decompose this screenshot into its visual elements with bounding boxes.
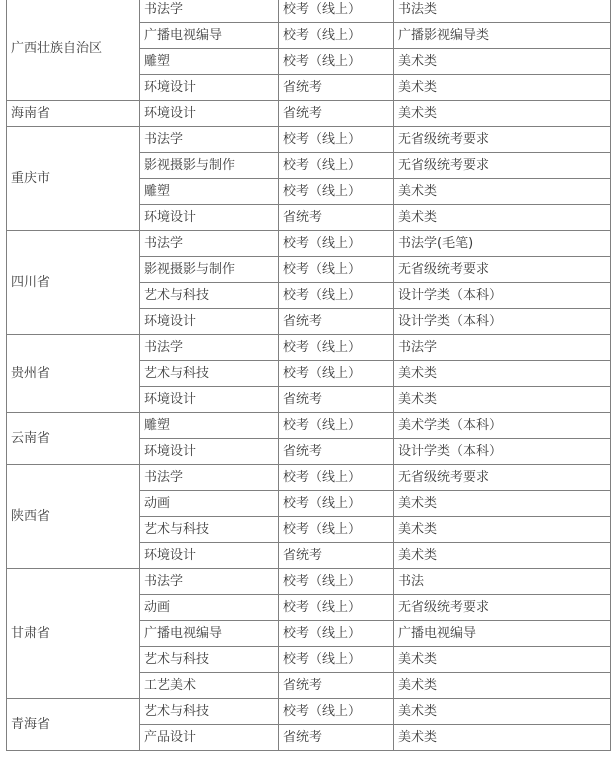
exam-type-cell: 省统考	[279, 75, 394, 101]
province-cell: 甘肃省	[7, 569, 140, 699]
major-cell: 环境设计	[140, 101, 279, 127]
table-row	[7, 413, 611, 439]
province-cell: 贵州省	[7, 335, 140, 413]
major-cell: 环境设计	[140, 309, 279, 335]
exam-type-cell: 省统考	[279, 725, 394, 751]
category-cell: 美术类	[394, 49, 611, 75]
category-cell: 设计学类（本科）	[394, 283, 611, 309]
exam-type-cell: 校考（线上）	[279, 647, 394, 673]
province-cell: 云南省	[7, 413, 140, 465]
major-cell: 艺术与科技	[140, 647, 279, 673]
exam-type-cell: 校考（线上）	[279, 413, 394, 439]
category-cell: 美术学类（本科）	[394, 413, 611, 439]
exam-type-cell: 省统考	[279, 309, 394, 335]
table-row	[7, 699, 611, 725]
category-cell: 美术类	[394, 75, 611, 101]
category-cell: 美术类	[394, 491, 611, 517]
exam-type-cell: 校考（线上）	[279, 179, 394, 205]
major-cell: 动画	[140, 491, 279, 517]
exam-type-cell: 省统考	[279, 543, 394, 569]
exam-type-cell: 校考（线上）	[279, 569, 394, 595]
category-cell: 美术类	[394, 101, 611, 127]
province-cell: 海南省	[7, 101, 140, 127]
exam-type-cell: 校考（线上）	[279, 465, 394, 491]
category-cell: 美术类	[394, 647, 611, 673]
table-row	[7, 127, 611, 153]
major-cell: 雕塑	[140, 49, 279, 75]
category-cell: 美术类	[394, 517, 611, 543]
major-cell: 影视摄影与制作	[140, 153, 279, 179]
category-cell: 广播电视编导	[394, 621, 611, 647]
exam-type-cell: 校考（线上）	[279, 231, 394, 257]
province-cell: 重庆市	[7, 127, 140, 231]
major-cell: 环境设计	[140, 205, 279, 231]
exam-type-cell: 校考（线上）	[279, 257, 394, 283]
major-cell: 书法学	[140, 465, 279, 491]
category-cell: 无省级统考要求	[394, 465, 611, 491]
major-cell: 艺术与科技	[140, 361, 279, 387]
exam-type-cell: 校考（线上）	[279, 517, 394, 543]
category-cell: 书法学(毛笔)	[394, 231, 611, 257]
major-cell: 艺术与科技	[140, 283, 279, 309]
major-cell: 环境设计	[140, 387, 279, 413]
table-row	[7, 465, 611, 491]
exam-type-cell: 省统考	[279, 205, 394, 231]
major-cell: 书法学	[140, 127, 279, 153]
major-cell: 雕塑	[140, 413, 279, 439]
category-cell: 无省级统考要求	[394, 257, 611, 283]
exam-type-cell: 校考（线上）	[279, 335, 394, 361]
category-cell: 书法学	[394, 335, 611, 361]
province-cell: 青海省	[7, 699, 140, 751]
category-cell: 无省级统考要求	[394, 595, 611, 621]
major-cell: 广播电视编导	[140, 621, 279, 647]
category-cell: 美术类	[394, 673, 611, 699]
exam-type-cell: 校考（线上）	[279, 0, 394, 23]
major-cell: 广播电视编导	[140, 23, 279, 49]
major-cell: 工艺美术	[140, 673, 279, 699]
category-cell: 美术类	[394, 699, 611, 725]
table-row	[7, 0, 611, 23]
category-cell: 书法	[394, 569, 611, 595]
admissions-table	[6, 0, 611, 751]
major-cell: 艺术与科技	[140, 517, 279, 543]
major-cell: 书法学	[140, 0, 279, 23]
major-cell: 动画	[140, 595, 279, 621]
table-row	[7, 569, 611, 595]
major-cell: 产品设计	[140, 725, 279, 751]
major-cell: 书法学	[140, 569, 279, 595]
category-cell: 无省级统考要求	[394, 127, 611, 153]
exam-type-cell: 校考（线上）	[279, 491, 394, 517]
exam-type-cell: 省统考	[279, 101, 394, 127]
exam-type-cell: 省统考	[279, 387, 394, 413]
exam-type-cell: 省统考	[279, 673, 394, 699]
exam-type-cell: 校考（线上）	[279, 153, 394, 179]
category-cell: 无省级统考要求	[394, 153, 611, 179]
province-cell: 广西壮族自治区	[7, 0, 140, 101]
category-cell: 美术类	[394, 387, 611, 413]
table-row	[7, 335, 611, 361]
category-cell: 广播影视编导类	[394, 23, 611, 49]
category-cell: 美术类	[394, 205, 611, 231]
category-cell: 设计学类（本科）	[394, 309, 611, 335]
exam-type-cell: 校考（线上）	[279, 621, 394, 647]
exam-type-cell: 校考（线上）	[279, 595, 394, 621]
exam-type-cell: 校考（线上）	[279, 699, 394, 725]
category-cell: 美术类	[394, 361, 611, 387]
exam-type-cell: 校考（线上）	[279, 23, 394, 49]
major-cell: 书法学	[140, 231, 279, 257]
category-cell: 设计学类（本科）	[394, 439, 611, 465]
exam-type-cell: 校考（线上）	[279, 283, 394, 309]
exam-type-cell: 校考（线上）	[279, 361, 394, 387]
major-cell: 环境设计	[140, 543, 279, 569]
major-cell: 书法学	[140, 335, 279, 361]
category-cell: 书法类	[394, 0, 611, 23]
province-cell: 陕西省	[7, 465, 140, 569]
major-cell: 雕塑	[140, 179, 279, 205]
exam-type-cell: 省统考	[279, 439, 394, 465]
major-cell: 影视摄影与制作	[140, 257, 279, 283]
table-row	[7, 231, 611, 257]
major-cell: 艺术与科技	[140, 699, 279, 725]
category-cell: 美术类	[394, 543, 611, 569]
category-cell: 美术类	[394, 179, 611, 205]
major-cell: 环境设计	[140, 75, 279, 101]
table-body	[7, 0, 611, 751]
major-cell: 环境设计	[140, 439, 279, 465]
table-row	[7, 101, 611, 127]
province-cell: 四川省	[7, 231, 140, 335]
category-cell: 美术类	[394, 725, 611, 751]
exam-type-cell: 校考（线上）	[279, 49, 394, 75]
exam-type-cell: 校考（线上）	[279, 127, 394, 153]
